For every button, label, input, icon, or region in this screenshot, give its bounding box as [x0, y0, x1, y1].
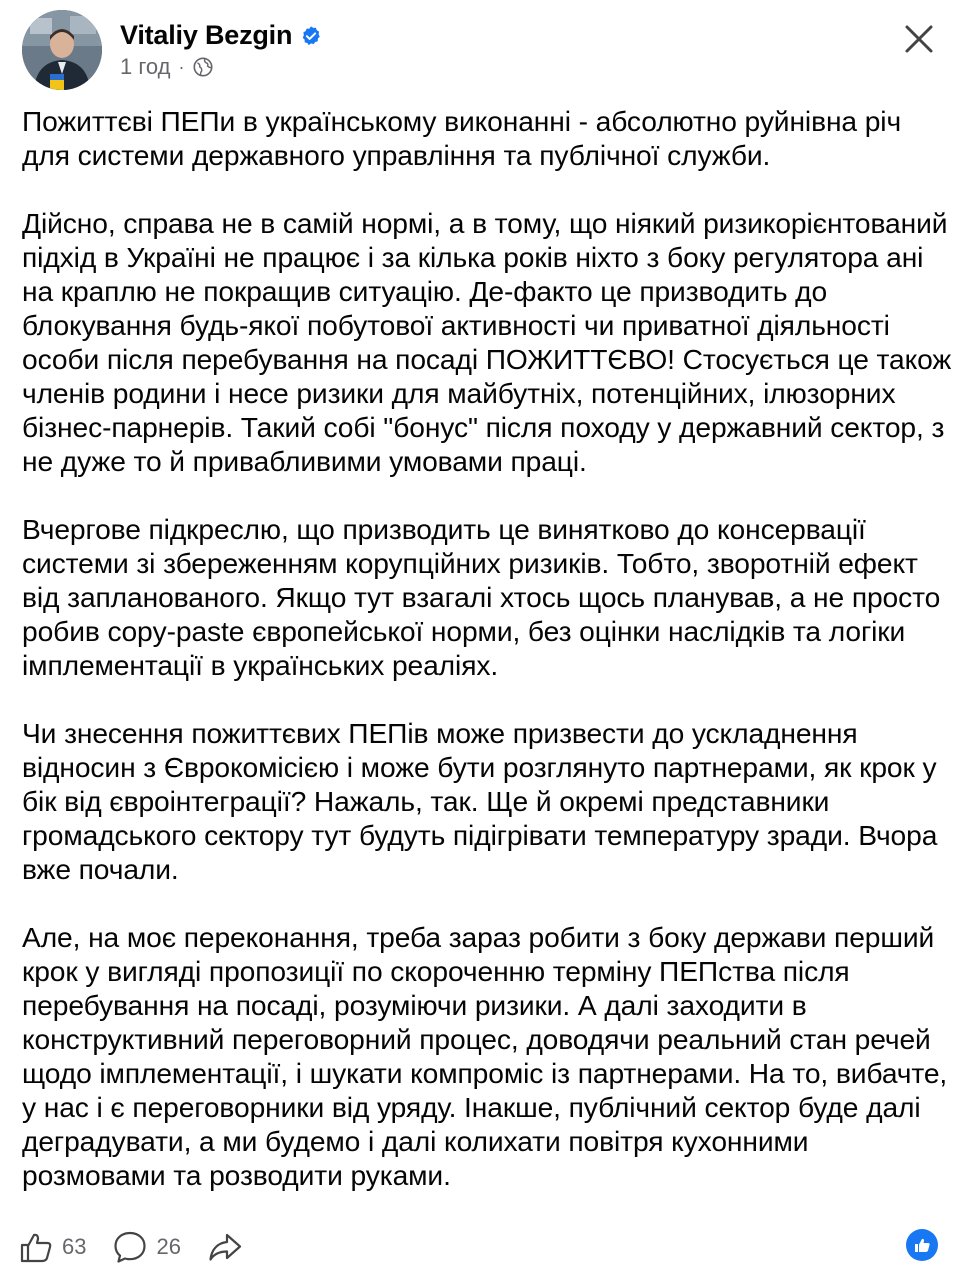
avatar-photo [22, 10, 102, 90]
comment-button[interactable] [112, 1229, 180, 1265]
post-meta [120, 54, 214, 80]
post-timestamp[interactable]: 1 год [120, 54, 171, 79]
author-avatar[interactable] [22, 10, 102, 90]
post-actions-bar [18, 1226, 960, 1268]
comment-bubble-icon [112, 1229, 148, 1265]
thumbs-up-icon [18, 1229, 54, 1265]
post-paragraph: Але, на моє переконання, треба зараз робити з боку держави перший крок у вигляді пропозиції по скороченню терміну ПЕПства після перебування на посаді, розуміючи ризики. А далі заходити в конструктивний переговорний процес, доводячи реальний стан речей щодо імплементації, і шукати компроміс із партнерами. На то, вибачте, у нас і є переговорники від уряду. Інакше, публічний сектор буде далі деградувати, а ми будемо і далі колихати повітря кухонними розмовами та розводити руками. [22, 921, 948, 1191]
post-paragraph: Дійсно, справа не в самій нормі, а в тому, що ніякий ризикорієнтований підхід в Україні не працює і за кілька років ніхто з боку регулятора ані на краплю не покращив ситуацію. Де-факто це призводить до блокування будь-якої побутової активності чи приватної діяльності особи після перебування на посаді ПОЖИТТЄВО! Стосується це також членів родини і несе ризики для майбутніх, потенційних, ілюзорних бізнес-парнерів. Такий собі "бонус" після походу у державний сектор, з не дуже то й привабливими умовами праці. [22, 207, 952, 477]
post-paragraph: Чи знесення пожиттєвих ПЕПів може призвести до ускладнення відносин з Єврокомісією і може бути розглянуто партнерами, як крок у бік від євроінтеграції? Нажаль, так. Ще й окремі представники громадського сектору тут будуть підігрівати температуру зради. Вчора вже почали. [22, 717, 938, 885]
close-icon[interactable] [902, 22, 936, 56]
like-count: 63 [62, 1234, 87, 1259]
comment-count: 26 [156, 1234, 181, 1259]
author-name[interactable] [120, 20, 322, 51]
author-name-text[interactable]: Vitaliy Bezgin [120, 20, 293, 50]
globe-icon [192, 56, 214, 78]
post-paragraph: Пожиттєві ПЕПи в українському виконанні - абсолютно руйнівна річ для системи державного управління та публічної служби. [22, 105, 902, 171]
thumbs-up-filled-icon [913, 1236, 931, 1254]
post-paragraph: Вчергове підкреслю, що призводить це винятково до консервації системи зі збереженням корупційних ризиків. Тобто, зворотній ефект від запланованого. Якщо тут взагалі хтось щось планував, а не просто робив copy-paste європейської норми, без оцінки наслідків та логіки імплементації в українських реаліях. [22, 513, 941, 681]
meta-separator: · [178, 56, 185, 77]
like-button[interactable] [18, 1229, 86, 1265]
like-reaction-icon[interactable] [906, 1229, 938, 1261]
verified-badge-icon [300, 25, 322, 47]
share-arrow-icon [207, 1229, 243, 1265]
share-button[interactable] [207, 1229, 243, 1265]
post-header [22, 10, 958, 90]
post-body [22, 104, 952, 1226]
